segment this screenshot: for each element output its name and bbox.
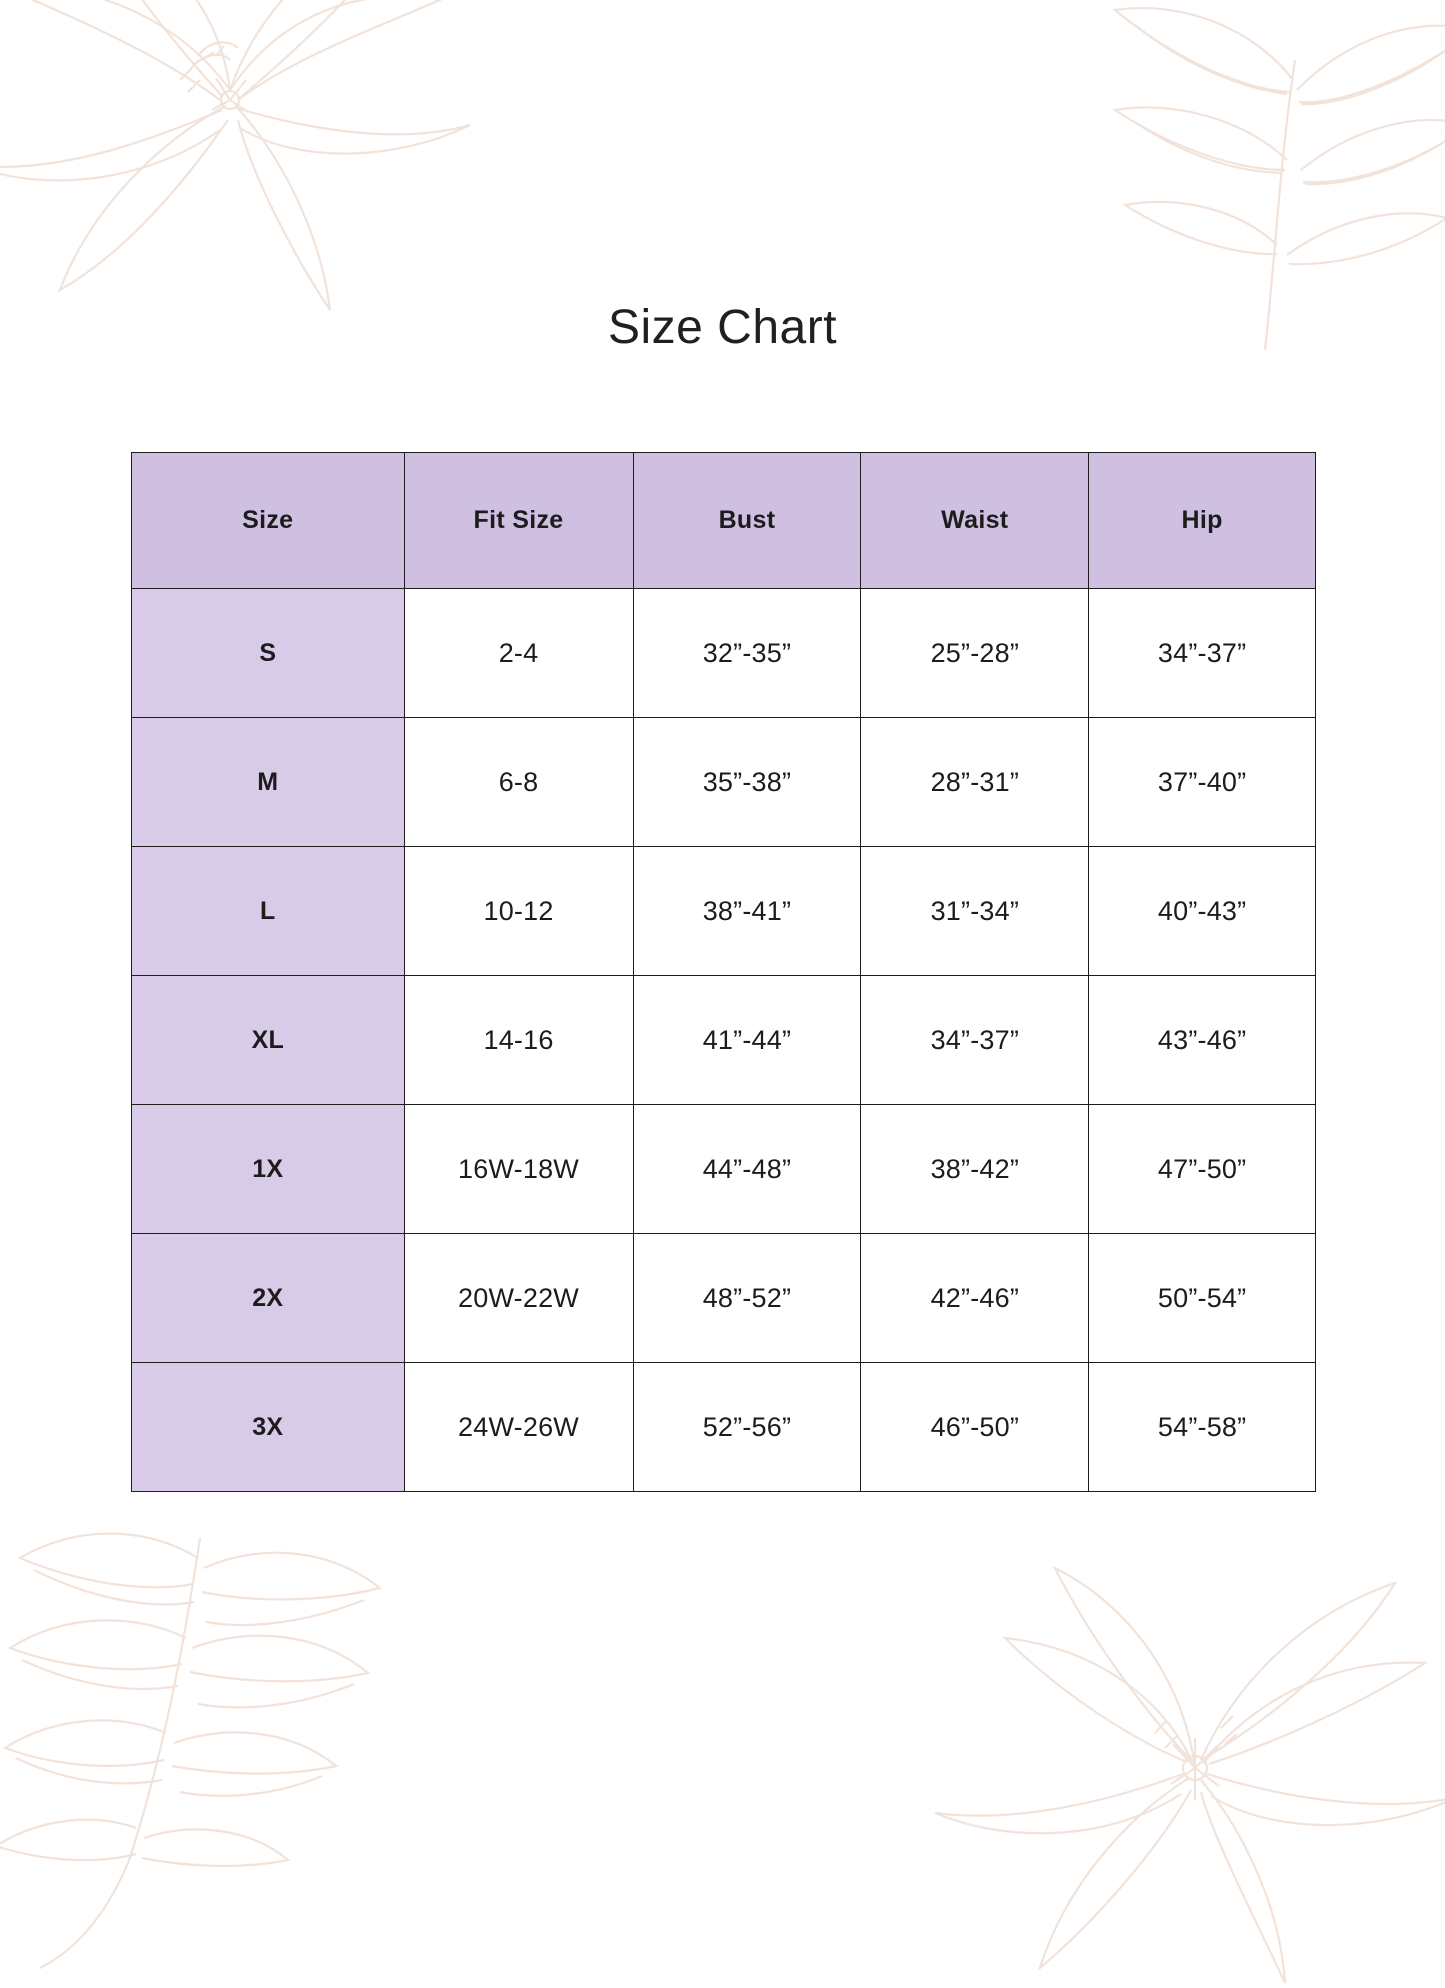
cell-bust: 32”-35”	[633, 589, 861, 718]
cell-size: L	[132, 847, 405, 976]
table-header-row	[132, 453, 1316, 589]
cell-fit-size: 2-4	[404, 589, 633, 718]
column-header-size: Size	[132, 453, 405, 589]
column-header-waist: Waist	[861, 453, 1089, 589]
cell-size: XL	[132, 976, 405, 1105]
cell-fit-size: 10-12	[404, 847, 633, 976]
cell-size: M	[132, 718, 405, 847]
size-chart-table-wrapper	[131, 452, 1316, 1492]
cell-bust: 41”-44”	[633, 976, 861, 1105]
table-row	[132, 718, 1316, 847]
cell-hip: 34”-37”	[1089, 589, 1316, 718]
cell-fit-size: 20W-22W	[404, 1234, 633, 1363]
cell-hip: 43”-46”	[1089, 976, 1316, 1105]
cell-size: S	[132, 589, 405, 718]
size-chart-table	[131, 452, 1316, 1492]
cell-bust: 44”-48”	[633, 1105, 861, 1234]
cell-bust: 52”-56”	[633, 1363, 861, 1492]
cell-hip: 50”-54”	[1089, 1234, 1316, 1363]
cell-bust: 48”-52”	[633, 1234, 861, 1363]
table-row	[132, 1234, 1316, 1363]
table-row	[132, 1363, 1316, 1492]
column-header-bust: Bust	[633, 453, 861, 589]
table-row	[132, 589, 1316, 718]
cell-hip: 37”-40”	[1089, 718, 1316, 847]
table-row	[132, 976, 1316, 1105]
cell-size: 1X	[132, 1105, 405, 1234]
cell-waist: 28”-31”	[861, 718, 1089, 847]
column-header-hip: Hip	[1089, 453, 1316, 589]
cell-size: 3X	[132, 1363, 405, 1492]
cell-hip: 47”-50”	[1089, 1105, 1316, 1234]
cell-waist: 46”-50”	[861, 1363, 1089, 1492]
table-row	[132, 847, 1316, 976]
cell-waist: 42”-46”	[861, 1234, 1089, 1363]
table-row	[132, 1105, 1316, 1234]
cell-fit-size: 24W-26W	[404, 1363, 633, 1492]
cell-hip: 40”-43”	[1089, 847, 1316, 976]
floral-bottom-left-icon	[0, 1498, 430, 1978]
cell-size: 2X	[132, 1234, 405, 1363]
floral-bottom-right-icon	[865, 1538, 1445, 1988]
cell-waist: 34”-37”	[861, 976, 1089, 1105]
cell-waist: 25”-28”	[861, 589, 1089, 718]
cell-fit-size: 6-8	[404, 718, 633, 847]
page-title: Size Chart	[607, 301, 838, 354]
cell-bust: 38”-41”	[633, 847, 861, 976]
cell-waist: 38”-42”	[861, 1105, 1089, 1234]
cell-bust: 35”-38”	[633, 718, 861, 847]
column-header-fit-size: Fit Size	[404, 453, 633, 589]
cell-fit-size: 14-16	[404, 976, 633, 1105]
cell-hip: 54”-58”	[1089, 1363, 1316, 1492]
cell-fit-size: 16W-18W	[404, 1105, 633, 1234]
cell-waist: 31”-34”	[861, 847, 1089, 976]
